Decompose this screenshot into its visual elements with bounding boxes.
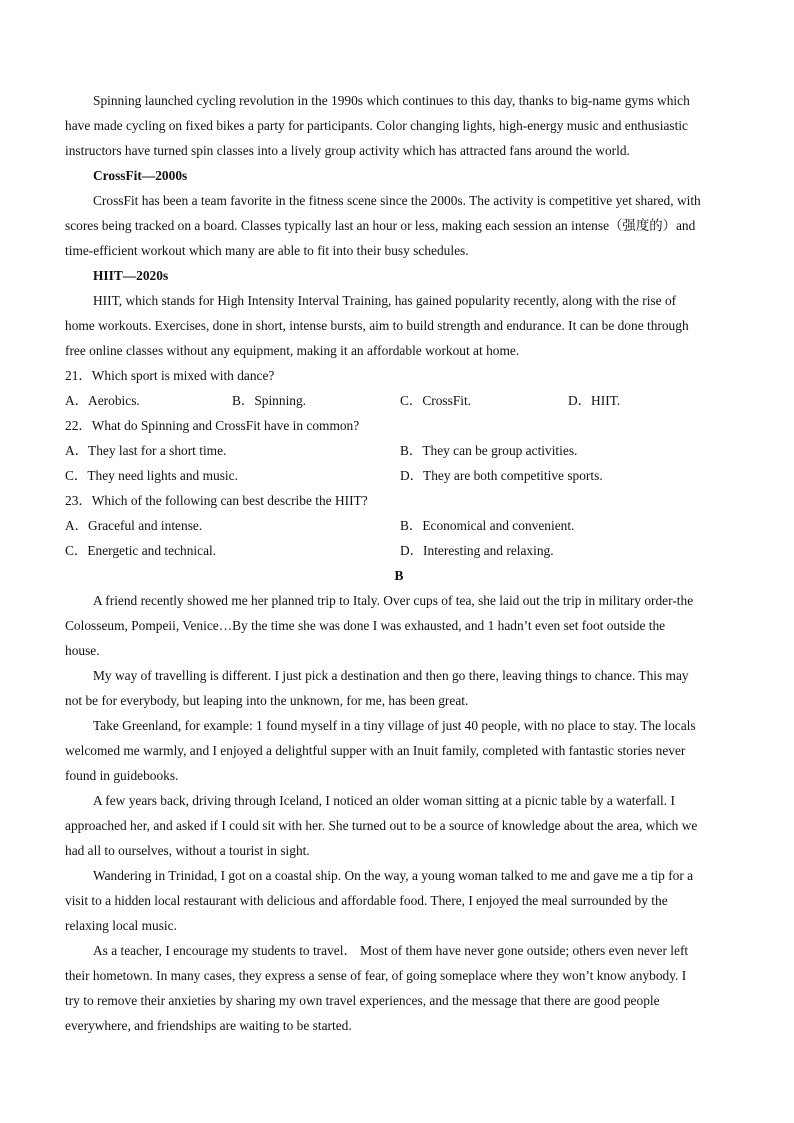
text-line: scores being tracked on a board. Classes typically last an hour or less, making each session an intense（强度的）and (65, 218, 696, 233)
option-d: D．HIIT. (568, 393, 621, 408)
text-line: found in guidebooks. (65, 768, 179, 783)
paragraph-crossfit (65, 188, 733, 263)
question-23-options-row2 (65, 538, 733, 563)
option-c: C．They need lights and music. (65, 468, 238, 483)
question-22: 22．What do Spinning and CrossFit have in common? (65, 418, 360, 433)
option-b: B．They can be group activities. (400, 443, 578, 458)
question-22-options-row2 (65, 463, 733, 488)
text-line: try to remove their anxieties by sharing my own travel experiences, and the message that there are good people (65, 993, 660, 1008)
text-line: their hometown. In many cases, they express a sense of fear, of going someplace where they won’t know anybody. I (65, 968, 687, 983)
question-23-options-row1 (65, 513, 733, 538)
question-21: 21．Which sport is mixed with dance? (65, 368, 275, 383)
text-line: relaxing local music. (65, 918, 177, 933)
text-line: Colosseum, Pompeii, Venice…By the time she was done I was exhausted, and 1 hadn’t even set foot outside the (65, 618, 666, 633)
option-d: D．Interesting and relaxing. (400, 543, 554, 558)
option-c: C．Energetic and technical. (65, 543, 217, 558)
text-line: My way of travelling is different. I just pick a destination and then go there, leaving things to chance. This may (93, 668, 689, 683)
text-line: not be for everybody, but leaping into the unknown, for me, has been great. (65, 693, 469, 708)
text-line: Wandering in Trinidad, I got on a coastal ship. On the way, a young woman talked to me and gave me a tip for a (93, 868, 694, 883)
option-a: A．They last for a short time. (65, 443, 227, 458)
option-d: D．They are both competitive sports. (400, 468, 603, 483)
paragraph-b3 (65, 713, 733, 788)
text-line: visit to a hidden local restaurant with delicious and affordable food. There, I enjoyed the meal surrounded by the (65, 893, 668, 908)
paragraph-b4 (65, 788, 733, 863)
text-line: Spinning launched cycling revolution in the 1990s which continues to this day, thanks to big-name gyms which (93, 93, 690, 108)
text-line: A friend recently showed me her planned trip to Italy. Over cups of tea, she laid out the trip in military order-the (93, 593, 694, 608)
text-line: time-efficient workout which many are able to fit into their busy schedules. (65, 243, 469, 258)
paragraph-b1 (65, 588, 733, 663)
text-line: welcomed me warmly, and I enjoyed a delightful supper with an Inuit family, completed with fantastic stories never (65, 743, 686, 758)
text-line: had all to ourselves, without a tourist in sight. (65, 843, 310, 858)
option-a: A．Graceful and intense. (65, 518, 203, 533)
text-line: HIIT, which stands for High Intensity Interval Training, has gained popularity recently, along with the rise of (93, 293, 677, 308)
text-line: CrossFit has been a team favorite in the fitness scene since the 2000s. The activity is competitive yet shared, with (93, 193, 701, 208)
text-line: everywhere, and friendships are waiting to be started. (65, 1018, 352, 1033)
text-line: Take Greenland, for example: 1 found myself in a tiny village of just 40 people, with no place to stay. The locals (93, 718, 696, 733)
text-line: house. (65, 643, 100, 658)
text-line: A few years back, driving through Iceland, I noticed an older woman sitting at a picnic table by a waterfall. I (93, 793, 675, 808)
paragraph-b5 (65, 863, 733, 938)
option-b: B．Economical and convenient. (400, 518, 575, 533)
heading-hiit: HIIT—2020s (93, 268, 169, 283)
text-line: instructors have turned spin classes into a lively group activity which has attracted fans around the world. (65, 143, 630, 158)
text-line: approached her, and asked if I could sit with her. She turned out to be a source of knowledge about the area, which we (65, 818, 698, 833)
option-b: B．Spinning. (232, 393, 307, 408)
section-heading-b: B (394, 568, 404, 583)
paragraph-spinning (65, 88, 733, 163)
text-line: free online classes without any equipment, making it an affordable workout at home. (65, 343, 520, 358)
paragraph-b2 (65, 663, 733, 713)
document-body (65, 88, 733, 1038)
option-a: A．Aerobics. (65, 393, 140, 408)
text-line: have made cycling on fixed bikes a party for participants. Color changing lights, high-energy music and enthusiastic (65, 118, 688, 133)
option-c: C．CrossFit. (400, 393, 472, 408)
text-line: home workouts. Exercises, done in short, intense bursts, aim to build strength and endurance. It can be done through (65, 318, 689, 333)
question-21-options (65, 388, 733, 413)
question-23: 23．Which of the following can best describe the HIIT? (65, 493, 368, 508)
text-line: As a teacher, I encourage my students to travel． Most of them have never gone outside; others even never left (93, 943, 689, 958)
question-22-options-row1 (65, 438, 733, 463)
paragraph-b6 (65, 938, 733, 1038)
paragraph-hiit (65, 288, 733, 363)
heading-crossfit: CrossFit—2000s (93, 168, 188, 183)
